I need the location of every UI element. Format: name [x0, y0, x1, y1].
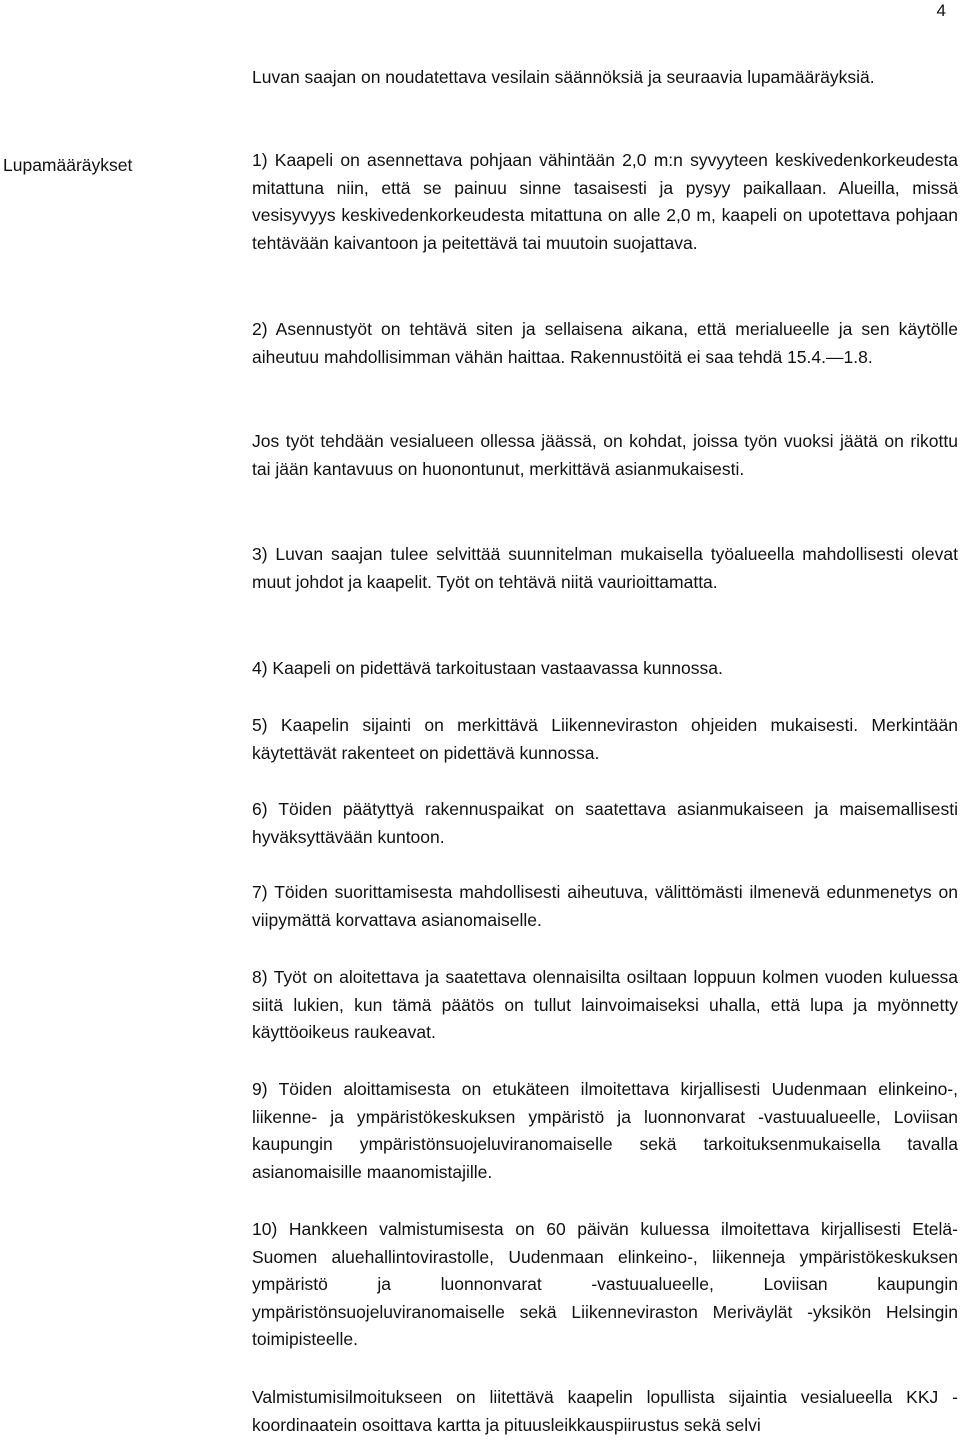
completion-notice-paragraph: Valmistumisilmoitukseen on liitettävä kaapelin lopullista sijaintia vesialueella KKJ -koordinaatein osoittava kartta ja pituusleikkauspiirustus sekä selvi: [252, 1387, 958, 1435]
condition-5: 5) Kaapelin sijainti on merkittävä Liikenneviraston ohjeiden mukaisesti. Merkintään käytettävät rakenteet on pidettävä kunnossa.: [252, 715, 958, 763]
ice-note: Jos työt tehdään vesialueen ollessa jäässä, on kohdat, joissa työn vuoksi jäätä on rikottu tai jään kantavuus on huonontunut, merkittävä asianmukaisesti.: [252, 431, 958, 479]
section-label: Lupamääräykset: [3, 155, 133, 175]
condition-6: 6) Töiden päätyttyä rakennuspaikat on saatettava asianmukaiseen ja maisemallisesti hyväksyttävään kuntoon.: [252, 799, 958, 847]
page-number: 4: [936, 1, 946, 20]
condition-10: 10) Hankkeen valmistumisesta on 60 päivän kuluessa ilmoitettava kirjallisesti Etelä-Suomen aluehallintovirastolle, Uudenmaan elinkeino-, liikenneja ympäristökeskuksen ympäristö ja luonnonvarat -vastuualueelle, Loviisan kaupungin ympäristönsuojeluviranomaiselle sekä Liikenneviraston Meriväylät -yksikön Helsingin toimipisteelle.: [252, 1219, 958, 1349]
intro-paragraph: Luvan saajan on noudatettava vesilain säännöksiä ja seuraavia lupamääräyksiä.: [252, 67, 875, 87]
condition-7: 7) Töiden suorittamisesta mahdollisesti aiheutuva, välittömästi ilmenevä edunmenetys on viipymättä korvattava asianomaiselle.: [252, 882, 958, 930]
condition-9: 9) Töiden aloittamisesta on etukäteen ilmoitettava kirjallisesti Uudenmaan elinkeino-, liikenne- ja ympäristökeskuksen ympäristö ja luonnonvarat -vastuualueelle, Loviisan kaupungin ympäristönsuojeluviranomaiselle sekä tarkoituksenmukaisella tavalla asianomaisille maanomistajille.: [252, 1079, 958, 1182]
condition-1: 1) Kaapeli on asennettava pohjaan vähintään 2,0 m:n syvyyteen keskivedenkorkeudesta mitattuna niin, että se painuu sinne tasaisesti ja pysyy paikallaan. Alueilla, missä vesisyvyys keskivedenkorkeudesta mitattuna on alle 2,0 m, kaapeli on upotettava pohjaan tehtävään kaivantoon ja peitettävä tai muutoin suojattava.: [252, 150, 958, 253]
condition-3: 3) Luvan saajan tulee selvittää suunnitelman mukaisella työalueella mahdollisesti olevat muut johdot ja kaapelit. Työt on tehtävä niitä vaurioittamatta.: [252, 544, 958, 592]
condition-4: 4) Kaapeli on pidettävä tarkoitustaan vastaavassa kunnossa.: [252, 658, 723, 678]
condition-8: 8) Työt on aloitettava ja saatettava olennaisilta osiltaan loppuun kolmen vuoden kuluessa siitä lukien, kun tämä päätös on tullut lainvoimaiseksi uhalla, että lupa ja myönnetty käyttöoikeus raukeavat.: [252, 967, 958, 1042]
condition-2: 2) Asennustyöt on tehtävä siten ja sellaisena aikana, että merialueelle ja sen käytölle aiheutuu mahdollisimman vähän haittaa. Rakennustöitä ei saa tehdä 15.4.—1.8.: [252, 319, 958, 367]
